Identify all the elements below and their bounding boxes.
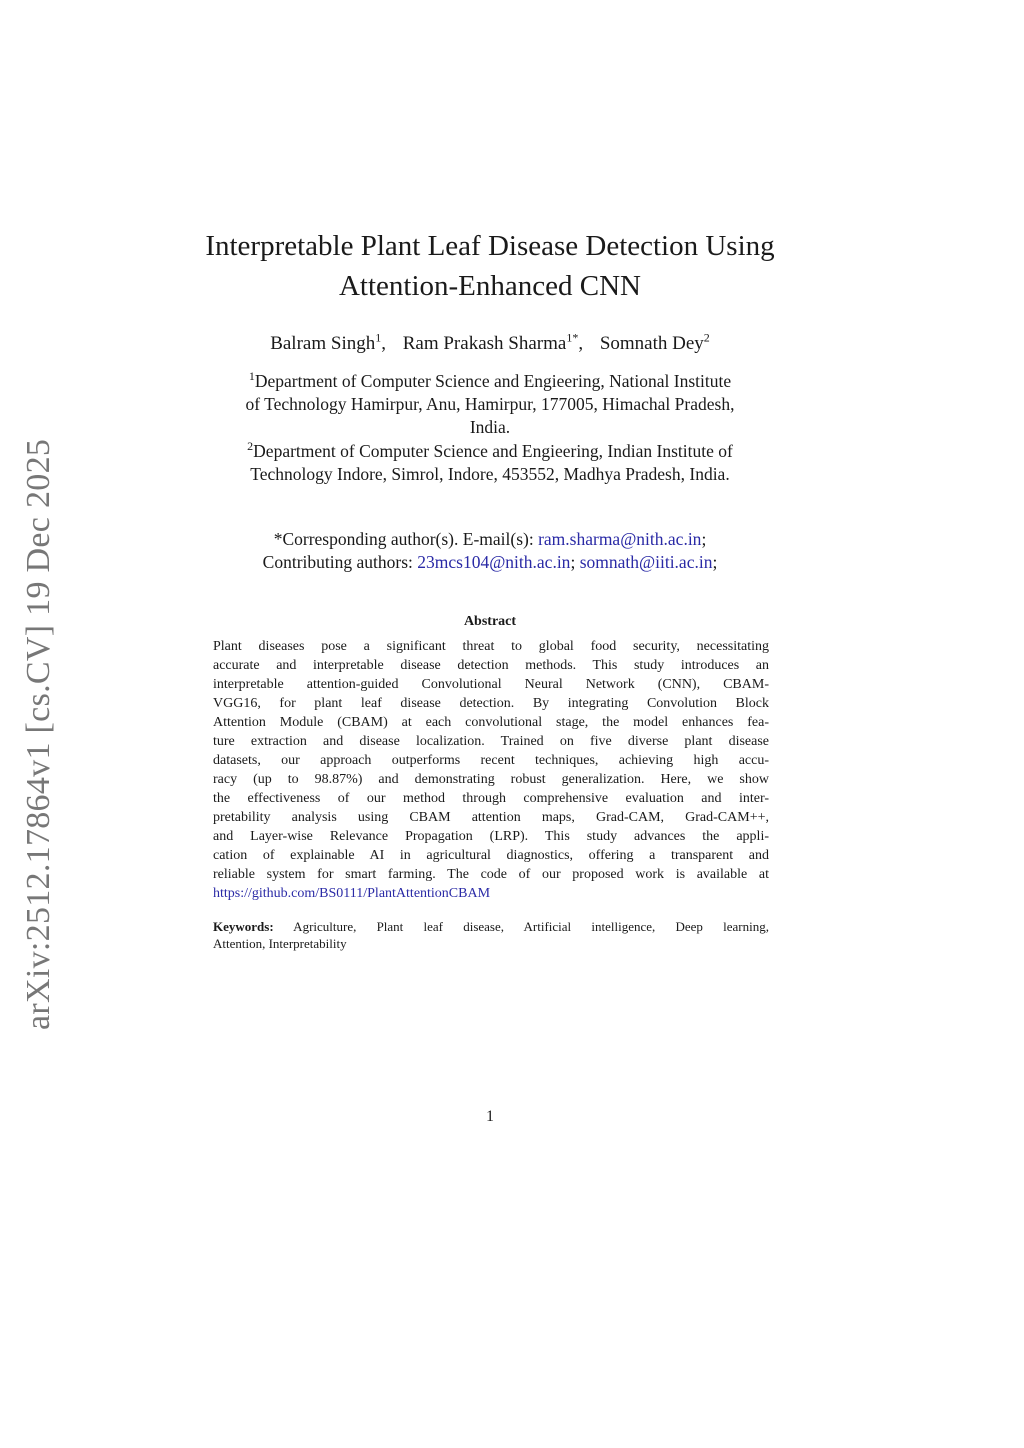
keywords-line-2: Attention, Interpretability	[213, 936, 347, 951]
abstract-line: Attention Module (CBAM) at each convolutional stage, the model enhances fea-	[213, 715, 769, 730]
abstract-line: racy (up to 98.87%) and demonstrating robust generalization. Here, we show	[213, 772, 769, 787]
abstract-line: cation of explainable AI in agricultural diagnostics, offering a transparent and	[213, 848, 769, 863]
separator: ;	[570, 552, 580, 572]
abstract-line: reliable system for smart farming. The code of our proposed work is available at	[213, 867, 769, 882]
corresponding-email-link[interactable]: ram.sharma@nith.ac.in	[538, 529, 702, 549]
author-2: Ram Prakash Sharma$^{1*}$,	[402, 330, 584, 354]
separator: ;	[712, 552, 718, 572]
abstract-line: accurate and interpretable disease detection methods. This study introduces an	[213, 658, 769, 673]
affiliation-mark: 2	[703, 330, 710, 345]
keywords-block	[213, 918, 769, 952]
abstract-line: datasets, our approach outperforms recent techniques, achieving high accu-	[213, 753, 769, 768]
corresponding-author-line	[150, 528, 830, 551]
abstract-heading: Abstract	[463, 614, 517, 629]
affiliation-2	[190, 440, 790, 486]
contributing-authors-line	[150, 551, 830, 574]
affiliation-line: India.	[469, 417, 511, 437]
author-list	[150, 330, 830, 355]
author-name: Somnath Dey	[599, 333, 704, 354]
author-name: Balram Singh	[270, 333, 376, 354]
affiliation-line: of Technology Hamirpur, Anu, Hamirpur, 177005, Himachal Pradesh,	[245, 394, 735, 414]
contributing-label: Contributing authors:	[262, 552, 418, 572]
affiliation-mark: 1	[248, 369, 255, 384]
affiliation-line: Technology Indore, Simrol, Indore, 453552, Madhya Pradesh, India.	[250, 464, 730, 484]
affiliation-mark: 1*	[566, 330, 579, 345]
arxiv-identifier: arXiv:2512.17864v1 [cs.CV] 19 Dec 2025	[20, 438, 57, 1030]
abstract-line: the effectiveness of our method through comprehensive evaluation and inter-	[213, 791, 769, 806]
contributing-email-link-2[interactable]: somnath@iiti.ac.in	[579, 552, 713, 572]
author-1: Balram Singh$^1$,	[270, 330, 386, 354]
affiliation-line: Department of Computer Science and Engieering, Indian Institute of	[253, 441, 733, 461]
title-line-2: Attention-Enhanced CNN	[338, 270, 641, 302]
abstract-line: ture extraction and disease localization. Trained on five diverse plant disease	[213, 734, 769, 749]
abstract-line: interpretable attention-guided Convolutional Neural Network (CNN), CBAM-	[213, 677, 769, 692]
abstract-link-line	[213, 884, 769, 903]
keywords-label: Keywords:	[213, 919, 274, 934]
contributing-email-link-1[interactable]: 23mcs104@nith.ac.in	[417, 552, 571, 572]
correspondence-block	[150, 528, 830, 574]
page-number: 1	[486, 1108, 494, 1125]
separator: ;	[701, 529, 707, 549]
abstract-line: and Layer-wise Relevance Propagation (LRP). This study advances the appli-	[213, 829, 769, 844]
abstract-line: VGG16, for plant leaf disease detection. By integrating Convolution Block	[213, 696, 769, 711]
paper-title	[150, 226, 830, 306]
title-line-1: Interpretable Plant Leaf Disease Detection Using	[205, 230, 775, 262]
author-name: Ram Prakash Sharma	[402, 333, 567, 354]
affiliation-line: Department of Computer Science and Engieering, National Institute	[254, 371, 732, 391]
abstract-line: Plant diseases pose a significant threat to global food security, necessitating	[213, 639, 769, 654]
keywords-line-1	[213, 918, 769, 935]
author-3	[599, 330, 710, 354]
affiliation-1	[190, 370, 790, 439]
abstract-body	[213, 637, 769, 903]
code-repository-link[interactable]: https://github.com/BS0111/PlantAttentionCBAM	[213, 886, 491, 901]
affiliation-mark: 2	[247, 439, 254, 454]
affiliation-mark: 1	[375, 330, 382, 345]
corresponding-label: *Corresponding author(s). E-mail(s):	[273, 529, 539, 549]
abstract-line: pretability analysis using CBAM attention maps, Grad-CAM, Grad-CAM++,	[213, 810, 769, 825]
keywords-text: Agriculture, Plant leaf disease, Artificial intelligence, Deep learning,	[273, 919, 769, 934]
